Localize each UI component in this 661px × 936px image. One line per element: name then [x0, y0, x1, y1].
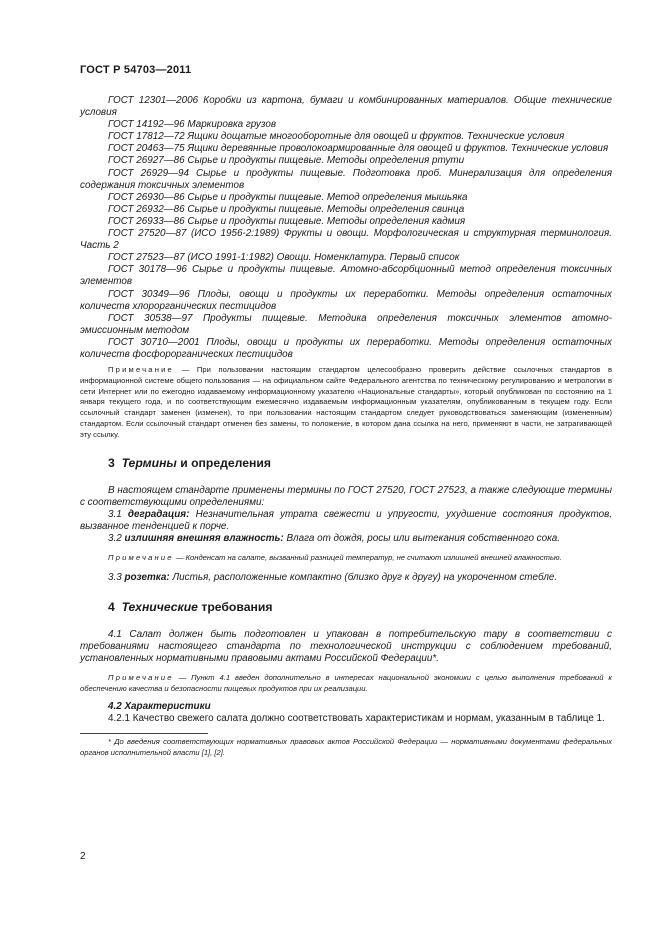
reference-item: ГОСТ 26930—86 Сырье и продукты пищевые. Метод определения мышьяка [108, 191, 468, 203]
note-text: — Конденсат на салате, вызванный разницей температур, не считают излишней внешней влажностью. [175, 553, 562, 563]
note-label: Примечание [108, 553, 174, 563]
note-term-3-2 [80, 553, 612, 564]
section-title-em: Технические [121, 600, 198, 614]
section-4-heading [80, 600, 612, 614]
term-definition: Листья, расположенные компактно (близко друг к другу) на укороченном стебле. [172, 571, 558, 583]
subsection-4-2-heading: 4.2 Характеристики [108, 700, 211, 712]
reference-item: ГОСТ 30178—96 Сырье и продукты пищевые. Атомно-абсорбционный метод определения токсичных элементов [80, 264, 612, 288]
clause-4-2-1: 4.2.1 Качество свежего салата должно соответствовать характеристикам и нормам, указанным в таблице 1. [108, 712, 605, 724]
note-text: — При пользовании настоящим стандартом целесообразно проверить действие ссылочных стандартов в информационной системе общего пользования — на официальном сайте Федерального агентства по техническому регулированию и метрологии в сети Интернет или по ежегодно издаваемому информационному указателю «Национальные стандарты», который опубликован по состоянию на 1 января текущего года, и по соответствующим ежемесячно издаваемым информационным указателям, опубликованным в текущем году. Если ссылочный стандарт заменен (изменен), то при пользовании настоящим стандартом следует руководствоваться заменяющим (измененным) стандартом. Если ссылочный стандарт отменен без замены, то положение, в котором дана ссылка на него, применяют в части, не затрагивающей эту ссылку. [80, 365, 612, 439]
reference-item: ГОСТ 26933—86 Сырье и продукты пищевые. Методы определения кадмия [108, 215, 466, 227]
document-header: ГОСТ Р 54703—2011 [80, 64, 192, 76]
clause-4-1: 4.1 Салат должен быть подготовлен и упакован в потребительскую тару в соответствии с требованиями настоящего стандарта по технологической инструкции с соблюдением требований, установленных нормативными правовыми актами Российской Федерации*. [80, 629, 612, 665]
term-3-1 [80, 509, 612, 533]
section-title-em: Термины [121, 455, 177, 470]
section-3-intro: В настоящем стандарте применены термины по ГОСТ 27520, ГОСТ 27523, а также следующие термины с соответствующими определениями: [80, 484, 612, 508]
term-name: излишняя внешняя влажность: [124, 533, 284, 545]
reference-item: ГОСТ 30710—2001 Плоды, овощи и продукты их переработки. Методы определения остаточных количеств фосфорорганических пестицидов [80, 336, 612, 360]
term-number: 3.2 [108, 533, 122, 545]
footnote: * До введения соответствующих нормативных правовых актов Российской Федерации — нормативными документами федеральных органов исполнительной власти [1], [2]. [80, 737, 612, 757]
term-3-2 [80, 533, 612, 545]
section-title: и определения [176, 455, 271, 470]
note-references [80, 365, 612, 441]
note-text: — Пункт 4.1 введен дополнительно в интересах национальной экономики с целью выполнения требований к обеспечению качества и безопасности пищевых продуктов при их реализации. [80, 673, 612, 694]
note-label: Примечание [108, 365, 174, 375]
term-3-3 [80, 572, 612, 584]
term-number: 3.1 [108, 508, 122, 520]
footnote-divider [80, 733, 208, 734]
note-label: Примечание [108, 673, 174, 683]
note-clause-4-1 [80, 673, 612, 695]
reference-item: ГОСТ 20463—75 Ящики деревянные проволокоармированные для овощей и фруктов. Технические условия [108, 143, 609, 155]
reference-item: ГОСТ 17812—72 Ящики дощатые многооборотные для овощей и фруктов. Технические условия [108, 131, 565, 143]
term-name: розетка: [124, 571, 170, 583]
reference-item: ГОСТ 14192—96 Маркировка грузов [108, 119, 276, 131]
reference-item: ГОСТ 26929—94 Сырье и продукты пищевые. Подготовка проб. Минерализация для определения содержания токсичных элементов [80, 167, 612, 191]
page-number: 2 [80, 851, 86, 862]
reference-item: ГОСТ 12301—2006 Коробки из картона, бумаги и комбинированных материалов. Общие технические условия [80, 95, 612, 119]
section-number: 4 [108, 600, 115, 614]
reference-item: ГОСТ 30349—96 Плоды, овощи и продукты их переработки. Методы определения остаточных количеств хлорорганических пестицидов [80, 288, 612, 312]
reference-list [80, 95, 612, 361]
term-number: 3.3 [108, 571, 122, 583]
term-definition: Влага от дождя, росы или вытекания собственного сока. [286, 533, 561, 545]
page-content [80, 95, 612, 759]
section-3-heading [80, 456, 612, 470]
reference-item: ГОСТ 30538—97 Продукты пищевые. Методика определения токсичных элементов атомно-эмиссионным методом [80, 312, 612, 336]
reference-item: ГОСТ 27520—87 (ИСО 1956-2:1989) Фрукты и овощи. Морфологическая и структурная терминология. Часть 2 [80, 228, 612, 252]
section-number: 3 [108, 455, 115, 470]
reference-item: ГОСТ 27523—87 (ИСО 1991-1:1982) Овощи. Номенклатура. Первый список [108, 252, 460, 264]
reference-item: ГОСТ 26932—86 Сырье и продукты пищевые. Методы определения свинца [108, 203, 465, 215]
term-name: деградация: [127, 508, 190, 520]
reference-item: ГОСТ 26927—86 Сырье и продукты пищевые. Методы определения ртути [108, 155, 465, 167]
term-definition: Незначительная утрата свежести и упругости, ухудшение состояния продуктов, вызванное тенденцией к порче. [80, 508, 612, 532]
section-title: требования [197, 600, 273, 614]
